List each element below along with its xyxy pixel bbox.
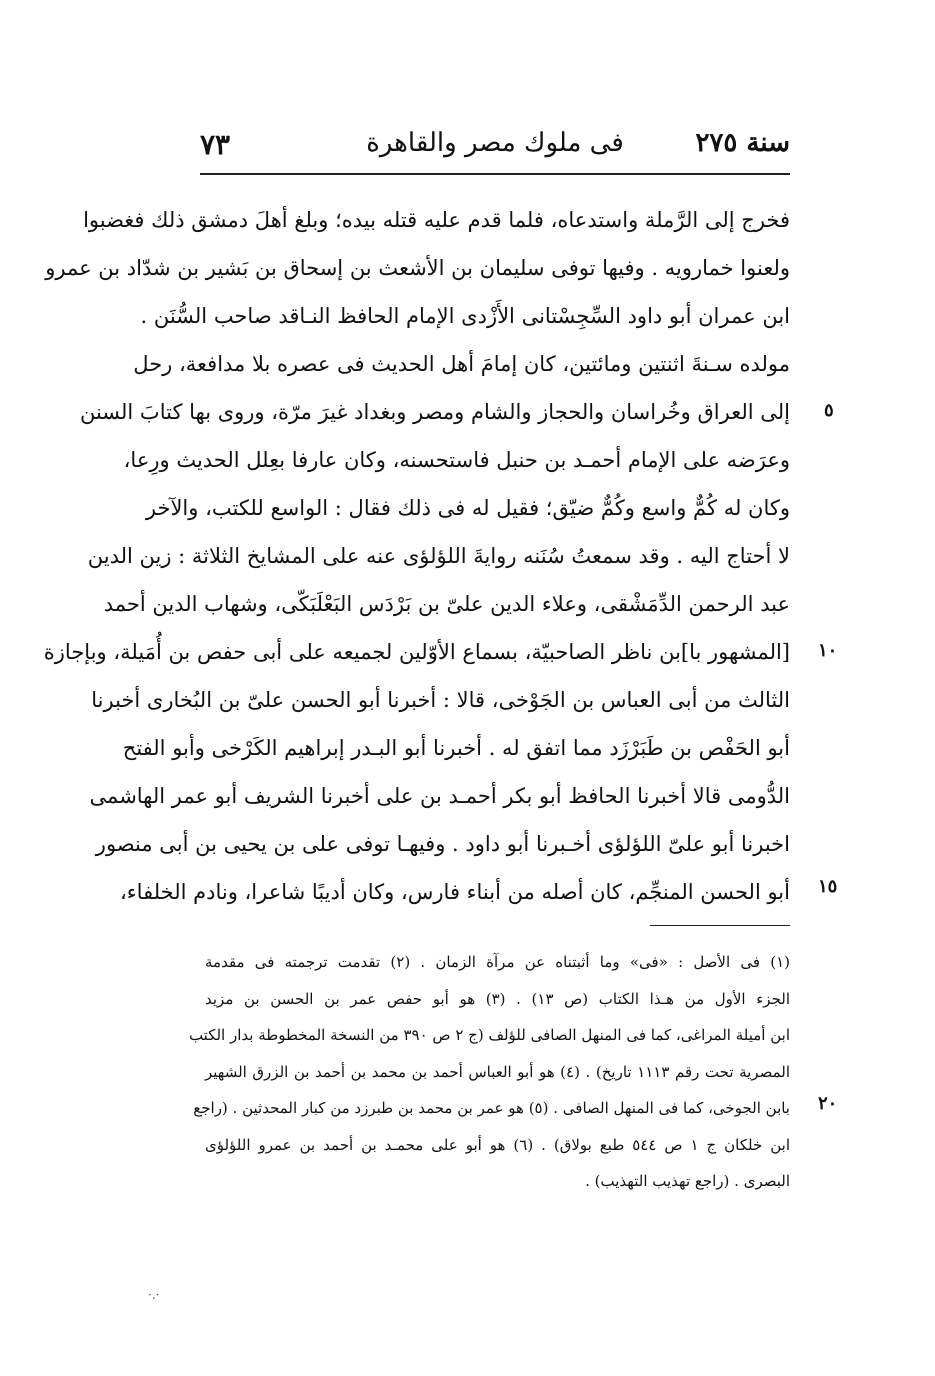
- page-number: ٧٣: [200, 128, 231, 161]
- margin-line-number-20: ٢٠: [818, 1093, 838, 1114]
- body-line: الدُّومى قالا أخبرنا الحافظ أبو بكر أحمـد بن على أخبرنا الشريف أبو عمر الهاشمى: [89, 784, 790, 808]
- header-year: سنة ٢٧٥: [695, 128, 790, 158]
- footnote-line: بابن الجوخى، كما فى المنهل الصافى . (٥) هو عمر بن محمد بن طبرزد من كبار المحدثين . (راجع: [193, 1099, 790, 1117]
- footnote-line: الجزء الأول من هـذا الكتاب (ص ١٣) . (٣) هو أبو حفص عمر بن الحسن بن مزيد: [205, 989, 790, 1008]
- scan-specks: ·.·: [148, 1288, 160, 1302]
- body-line: أبو الحَفْص بن طَبَرْزَد مما اتفق له . أخبرنا أبو البـدر إبراهيم الكَرْخى وأبو الفتح: [122, 736, 790, 760]
- margin-line-number-10: ١٠: [818, 640, 838, 661]
- footnote-line: ابن خلكان ج ١ ص ٥٤٤ طبع بولاق) . (٦) هو أبو على محمـد بن أحمد بن عمرو اللؤلؤى: [205, 1135, 791, 1154]
- body-line: [المشهور با]بن ناظر الصاحبيّة، بسماع الأوّلين لجميعه على أبى حفص بن أُمَيلة، وبإجازة: [43, 640, 790, 664]
- footnote-line: ابن أميلة المراغى، كما فى المنهل الصافى للؤلف (ج ٢ ص ٣٩٠ من النسخة المخطوطة بدار الكتب: [188, 1026, 790, 1044]
- body-line: عبد الرحمن الدِّمَشْقى، وعلاء الدين علىّ بن بَرْدَس البَعْلَبَكّى، وشهاب الدين أحمد: [103, 592, 790, 616]
- body-text: [43, 196, 790, 916]
- body-line: اخبرنا أبو علىّ اللؤلؤى أخـبرنا أبو داود . وفيهـا توفى على بن يحيى بن أبى منصور: [95, 832, 790, 856]
- running-header: [200, 128, 790, 168]
- footnote-line: (١) فى الأصل : «فى» وما أثبتناه عن مرآة الزمان . (٢) تقدمت ترجمته فى مقدمة: [205, 953, 790, 971]
- footnote-line: البصرى . (راجع تهذيب التهذيب) .: [585, 1172, 790, 1190]
- body-line: فخرج إلى الرَّملة واستدعاه، فلما قدم عليه قتله بيده؛ وبلغ أهلَ دمشق ذلك فغضبوا: [83, 208, 790, 232]
- footnotes: [188, 944, 791, 1200]
- header-rule: [200, 173, 790, 175]
- body-line: أبو الحسن المنجِّم، كان أصله من أبناء فارس، وكان أديبًا شاعرا، ونادم الخلفاء،: [120, 880, 790, 904]
- body-line: ولعنوا خمارويه . وفيها توفى سليمان بن الأشعث بن إسحاق بن بَشير بن شدّاد بن عمرو: [45, 256, 790, 280]
- body-line: لا أحتاج اليه . وقد سمعتُ سُنَنه روايةَ اللؤلؤى عنه على المشايخ الثلاثة : زين الدين: [87, 544, 790, 568]
- footnote-separator: [650, 925, 790, 926]
- margin-line-number-5: ٥: [824, 400, 834, 421]
- body-line: مولده سـنةَ اثنتين ومائتين، كان إمامَ أهل الحديث فى عصره بلا مدافعة، رحل: [133, 352, 790, 376]
- body-line: وعرَضه على الإمام أحمـد بن حنبل فاستحسنه، وكان عارفا بعِلل الحديث ورِعا،: [123, 448, 790, 472]
- header-title: فى ملوك مصر والقاهرة: [366, 128, 624, 158]
- body-line: الثالث من أبى العباس بن الجَوْخى، قالا : أخبرنا أبو الحسن علىّ بن البُخارى أخبرنا: [91, 688, 790, 712]
- margin-line-number-15: ١٥: [818, 876, 838, 897]
- body-line: إلى العراق وخُراسان والحجاز والشام ومصر وبغداد غيرَ مرّة، وروى بها كتابَ السنن: [79, 400, 790, 424]
- body-line: وكان له كُمٌّ واسع وكُمٌّ ضيّق؛ فقيل له فى ذلك فقال : الواسع للكتب، والآخر: [145, 496, 790, 520]
- footnote-line: المصرية تحت رقم ١١١٣ تاريخ) . (٤) هو أبو العباس أحمد بن محمد بن أحمد بن الزرق الشهير: [205, 1062, 791, 1081]
- body-line: ابن عمران أبو داود السِّجِسْتانى الأَزْدى الإمام الحافظ النـاقد صاحب السُّنَن .: [140, 304, 790, 328]
